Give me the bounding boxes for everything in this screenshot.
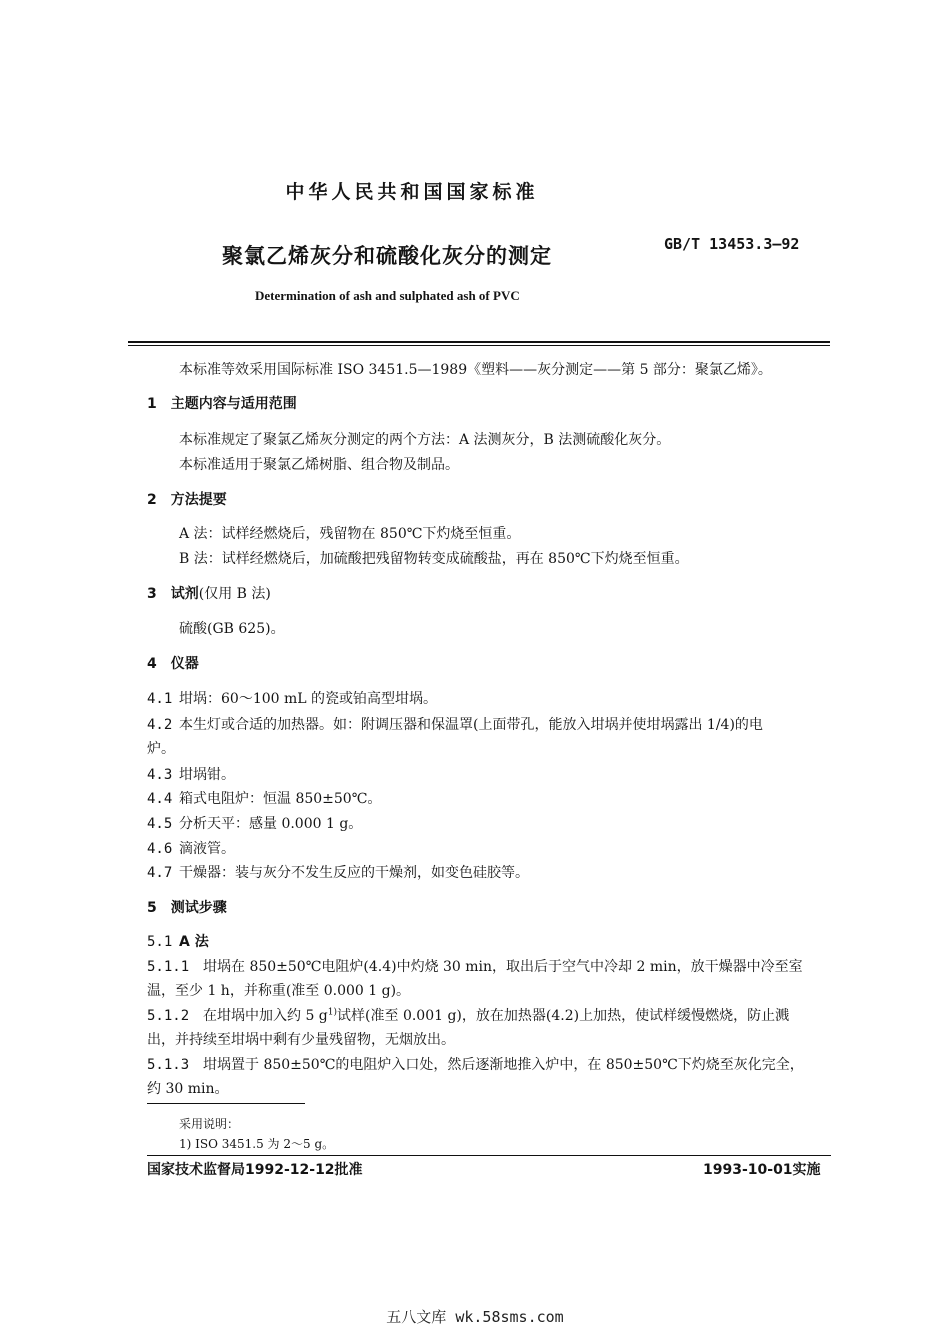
effective-date: 1993-10-01实施 bbox=[703, 1162, 821, 1178]
section-4-heading: 4 仪器 bbox=[147, 656, 199, 672]
subsection-5-1-heading: 5.1 A 法 bbox=[147, 934, 209, 950]
list-item: 4.4 箱式电阻炉：恒温 850±50℃。 bbox=[147, 791, 382, 807]
footnote-title: 采用说明： bbox=[179, 1117, 240, 1131]
header-rule-top bbox=[128, 341, 830, 343]
footer-rule bbox=[147, 1155, 831, 1156]
list-item: 4.7 干燥器：装与灰分不发生反应的干燥剂，如变色硅胶等。 bbox=[147, 865, 529, 881]
section-2-paragraph-2: B 法：试样经燃烧后，加硫酸把残留物转变成硫酸盐，再在 850℃下灼烧至恒重。 bbox=[179, 551, 689, 567]
watermark: 五八文库 wk.58sms.com bbox=[386, 1308, 564, 1326]
procedure-step-continuation: 出，并持续至坩埚中剩有少量残留物，无烟放出。 bbox=[147, 1032, 455, 1048]
section-2-paragraph-1: A 法：试样经燃烧后，残留物在 850℃下灼烧至恒重。 bbox=[179, 526, 521, 542]
header-rule-bottom bbox=[128, 345, 830, 346]
section-5-heading: 5 测试步骤 bbox=[147, 900, 227, 916]
list-item: 4.1 坩埚：60～100 mL 的瓷或铂高型坩埚。 bbox=[147, 691, 438, 707]
section-2-heading: 2 方法提要 bbox=[147, 492, 227, 508]
section-1-heading: 1 主题内容与适用范围 bbox=[147, 396, 297, 412]
intro-paragraph: 本标准等效采用国际标准 ISO 3451.5—1989《塑料——灰分测定——第 5 部分：聚氯乙烯》。 bbox=[179, 362, 772, 378]
list-item: 4.5 分析天平：感量 0.000 1 g。 bbox=[147, 816, 363, 832]
org-title: 中华人民共和国国家标准 bbox=[285, 181, 539, 203]
procedure-step: 5.1.2 在坩埚中加入约 5 $g^{1)}$试样(准至 0.001 g)，放在加热器(4.2)上加热，使试样缓慢燃烧，防止溅 bbox=[147, 1007, 790, 1024]
procedure-step-continuation: 约 30 min。 bbox=[147, 1081, 229, 1097]
procedure-step-continuation: 温，至少 1 h，并称重(准至 0.000 1 g)。 bbox=[147, 983, 411, 999]
section-3-paragraph: 硫酸(GB 625)。 bbox=[179, 621, 285, 637]
footnote-text: 1) ISO 3451.5 为 2～5 g。 bbox=[179, 1137, 335, 1151]
list-item-continuation: 炉。 bbox=[147, 741, 175, 757]
approval-line: 国家技术监督局1992-12-12批准 bbox=[147, 1162, 363, 1178]
section-1-paragraph-1: 本标准规定了聚氯乙烯灰分测定的两个方法：A 法测灰分，B 法测硫酸化灰分。 bbox=[179, 432, 671, 448]
list-item: 4.6 滴液管。 bbox=[147, 841, 235, 857]
section-1-paragraph-2: 本标准适用于聚氯乙烯树脂、组合物及制品。 bbox=[179, 457, 459, 473]
section-3-heading-main: 3 试剂 bbox=[147, 586, 199, 602]
english-title: Determination of ash and sulphated ash of PVC bbox=[255, 288, 520, 303]
list-item: 4.3 坩埚钳。 bbox=[147, 767, 235, 783]
section-3-heading-note: (仅用 B 法) bbox=[198, 586, 271, 602]
footnote-reference: 1) bbox=[327, 1007, 338, 1018]
section-3-heading bbox=[147, 583, 271, 603]
doc-title: 聚氯乙烯灰分和硫酸化灰分的测定 bbox=[222, 244, 552, 268]
standard-number: GB/T 13453.3—92 bbox=[664, 235, 800, 253]
procedure-step: 5.1.1 坩埚在 850±50℃电阻炉(4.4)中灼烧 30 min，取出后于空气中冷却 2 min，放干燥器中冷至室 bbox=[147, 959, 803, 975]
list-item: 4.2 本生灯或合适的加热器。如：附调压器和保温罩(上面带孔，能放入坩埚并使坩埚露出 1/4)的电 bbox=[147, 717, 763, 733]
footnote-divider bbox=[147, 1103, 305, 1104]
procedure-step: 5.1.3 坩埚置于 850±50℃的电阻炉入口处，然后逐渐地推入炉中，在 850±50℃下灼烧至灰化完全， bbox=[147, 1057, 804, 1073]
